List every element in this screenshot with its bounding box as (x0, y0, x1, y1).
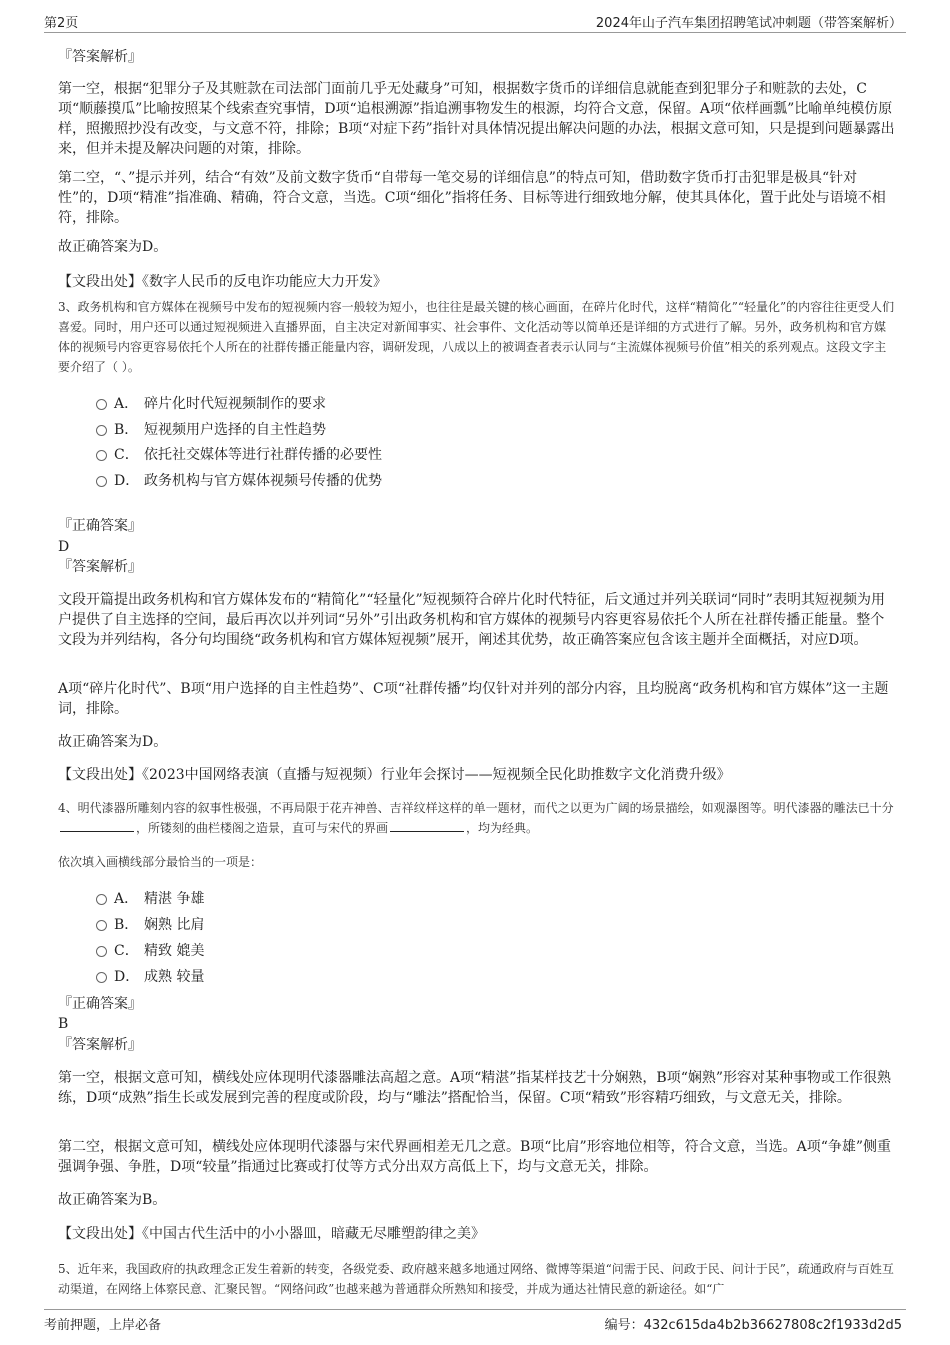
option-text: 精湛 争雄 (144, 891, 205, 907)
fill-blank (60, 819, 134, 832)
footer-slogan: 考前押题，上岸必备 (44, 1318, 162, 1333)
analysis-paragraph: A项“碎片化时代”、B项“用户选择的自主性趋势”、C项“社群传播”均仅针对并列的部分内容，且均脱离“政务机构和官方媒体”这一主题词，排除。 (58, 681, 889, 717)
document-title: 2024年山子汽车集团招聘笔试冲刺题（带答案解析） (595, 16, 902, 31)
radio-icon[interactable] (96, 946, 107, 957)
option-text: 碎片化时代短视频制作的要求 (144, 396, 326, 412)
radio-icon[interactable] (96, 425, 107, 436)
page-header (44, 12, 906, 32)
analysis-paragraph: 第二空，“、”提示并列，结合“有效”及前文数字货币“自带每一笔交易的详细信息”的特点可知，借助数字货币打击犯罪是极具“针对性”的，D项“精准”指准确、精确，符合文意，当选。C项“细化”指将任务、目标等进行细致地分解，使其具体化，置于此处与语境不相符，排除。 (58, 170, 886, 226)
answer-analysis-label: 『答案解析』 (58, 559, 142, 575)
answer-analysis-label: 『答案解析』 (58, 49, 142, 65)
answer-conclusion: 故正确答案为D。 (58, 734, 168, 750)
answer-conclusion: 故正确答案为D。 (58, 239, 168, 255)
radio-icon[interactable] (96, 476, 107, 487)
answer-analysis-label: 『答案解析』 (58, 1037, 142, 1053)
answer-conclusion: 故正确答案为B。 (58, 1192, 167, 1208)
question-stem: 4、明代漆器所雕刻内容的叙事性极强，不再局限于花卉神兽、吉祥纹样这样的单一题材，而代之以更为广阔的场景描绘，如观瀑图等。明代漆器的雕法已十分，所镂刻的曲栏楼阁之造景，直可与宋代的界画 ，均为经典。 (58, 801, 894, 835)
correct-answer: B (58, 1016, 69, 1032)
option-text: 政务机构与官方媒体视频号传播的优势 (144, 473, 382, 489)
radio-icon[interactable] (96, 920, 107, 931)
question-stem: 5、近年来，我国政府的执政理念正发生着新的转变，各级党委、政府越来越多地通过网络、微博等渠道“问需于民、问政于民、问计于民”，疏通政府与百姓互动渠道，在网络上体察民意、汇聚民智。“网络问政”也越来越为普通群众所熟知和接受，并成为通达社情民意的新途径。如“广 (58, 1262, 894, 1296)
correct-answer-label: 『正确答案』 (58, 518, 142, 534)
analysis-paragraph: 文段开篇提出政务机构和官方媒体发布的“精简化”“轻量化”短视频符合碎片化时代特征，后文通过并列关联词“同时”表明其短视频为用户提供了自主选择的空间，最后再次以并列词“另外”引出政务机构和官方媒体的视频号内容更容易依托个人所在社群传播正能量。整个文段为并列结构，各分句均围绕“政务机构和官方媒体短视频”展开，阐述其优势，故正确答案应包含该主题并全面概括，对应D项。 (58, 592, 885, 648)
correct-answer: D (58, 539, 70, 555)
option-text: 依托社交媒体等进行社群传播的必要性 (144, 447, 382, 463)
passage-source: 【文段出处】《中国古代生活中的小小器皿，暗藏无尽雕塑韵律之美》 (58, 1226, 485, 1242)
page-footer (44, 1314, 906, 1334)
document-id: 编号：432c615da4b2b36627808c2f1933d2d5 (604, 1318, 902, 1333)
fill-blank (390, 819, 464, 832)
analysis-paragraph: 第一空，根据“犯罪分子及其赃款在司法部门面前几乎无处藏身”可知，根据数字货币的详细信息就能查到犯罪分子和赃款的去处，C项“顺藤摸瓜”比喻按照某个线索查究事情，D项“追根溯源”指追溯事物发生的根源，均符合文意，保留。A项“依样画瓢”比喻单纯模仿原样，照搬照抄没有改变，与文意不符，排除；B项“对症下药”指针对具体情况提出解决问题的办法，根据文意可知，只是提到问题暴露出来，但并未提及解决问题的对策，排除。 (58, 81, 895, 157)
option-text: 成熟 较量 (144, 969, 205, 985)
analysis-paragraph: 第二空，根据文意可知，横线处应体现明代漆器与宋代界画相差无几之意。B项“比肩”形容地位相等，符合文意，当选。A项“争雄”侧重强调争强、争胜，D项“较量”指通过比赛或打仗等方式分出双方高低上下，均与文意无关，排除。 (58, 1139, 892, 1175)
question-stem: 3、政务机构和官方媒体在视频号中发布的短视频内容一般较为短小，也往往是最关键的核心画面，在碎片化时代，这样“精简化”“轻量化”的内容往往更受人们喜爱。同时，用户还可以通过短视频进入直播界面，自主决定对新闻事实、社会事件、文化活动等以简单还是详细的方式进行了解。另外，政务机构和官方媒体的视频号内容更容易依托个人所在的社群传播正能量内容，调研发现，八成以上的被调查者表示认同与“主流媒体视频号价值”相关的系列观点。这段文字主要介绍了（ ）。 (58, 300, 895, 374)
radio-icon[interactable] (96, 972, 107, 983)
radio-icon[interactable] (96, 399, 107, 410)
question-instruction: 依次填入画横线部分最恰当的一项是： (58, 855, 263, 869)
header-divider (44, 32, 906, 33)
option-text: 精致 媲美 (144, 943, 205, 959)
passage-source: 【文段出处】《数字人民币的反电诈功能应大力开发》 (58, 274, 387, 290)
correct-answer-label: 『正确答案』 (58, 996, 142, 1012)
analysis-paragraph: 第一空，根据文意可知，横线处应体现明代漆器雕法高超之意。A项“精湛”指某样技艺十分娴熟，B项“娴熟”形容对某种事物或工作很熟练，D项“成熟”指生长或发展到完善的程度或阶段，均与“雕法”搭配恰当，保留。C项“精致”形容精巧细致，与文意无关，排除。 (58, 1070, 892, 1106)
option-text: 娴熟 比肩 (144, 917, 205, 933)
radio-icon[interactable] (96, 894, 107, 905)
passage-source: 【文段出处】《2023中国网络表演（直播与短视频）行业年会探讨——短视频全民化助推数字文化消费升级》 (58, 767, 731, 783)
page-number: 第2页 (44, 16, 79, 31)
radio-icon[interactable] (96, 450, 107, 461)
option-text: 短视频用户选择的自主性趋势 (144, 422, 326, 438)
footer-divider (44, 1309, 906, 1310)
